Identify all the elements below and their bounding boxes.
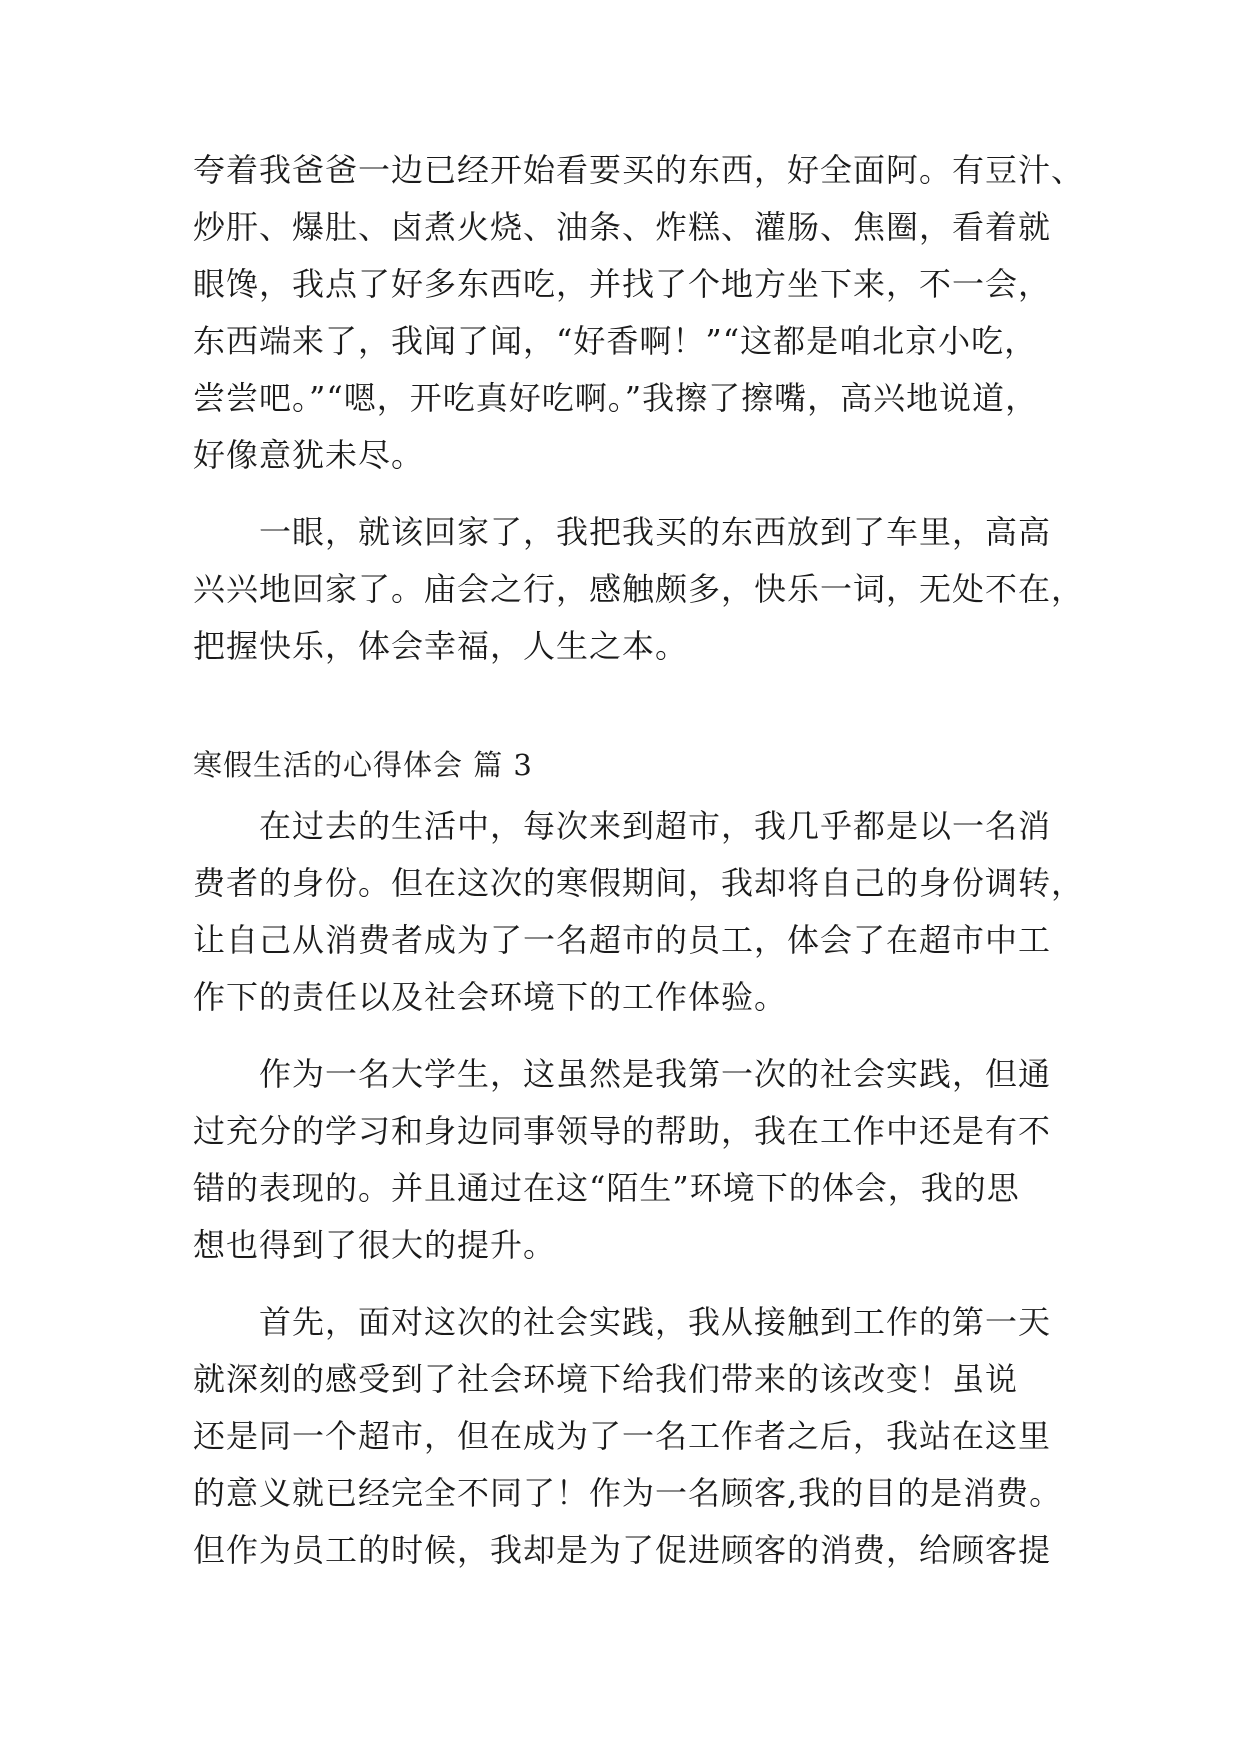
- section-paragraph-3-line-1: 首先，面对这次的社会实践，我从接触到工作的第一天: [193, 1303, 1052, 1341]
- section-paragraph-2-line-3: 错的表现的。并且通过在这“陌生”环境下的体会，我的思: [193, 1169, 1020, 1207]
- section-paragraph-1-line-2: 费者的身份。但在这次的寒假期间，我却将自己的身份调转，: [193, 864, 1085, 902]
- paragraph-1-line-2: 炒肝、爆肚、卤煮火烧、油条、炸糕、灌肠、焦圈，看着就: [193, 208, 1052, 246]
- section-paragraph-2-line-4: 想也得到了很大的提升。: [193, 1226, 557, 1264]
- section-paragraph-1-line-1: 在过去的生活中，每次来到超市，我几乎都是以一名消: [193, 807, 1052, 845]
- section-paragraph-1-line-3: 让自己从消费者成为了一名超市的员工，体会了在超市中工: [193, 921, 1052, 959]
- section-paragraph-2-line-2: 过充分的学习和身边同事领导的帮助，我在工作中还是有不: [193, 1112, 1052, 1150]
- section-paragraph-1-line-4: 作下的责任以及社会环境下的工作体验。: [193, 978, 788, 1016]
- paragraph-1-line-4: 东西端来了，我闻了闻，“好香啊！”“这都是咱北京小吃，: [193, 322, 1038, 360]
- paragraph-2-line-3: 把握快乐，体会幸福，人生之本。: [193, 627, 689, 665]
- paragraph-2-line-1: 一眼，就该回家了，我把我买的东西放到了车里，高高: [193, 513, 1052, 551]
- paragraph-1-line-6: 好像意犹未尽。: [193, 436, 425, 474]
- paragraph-1-line-3: 眼馋，我点了好多东西吃，并找了个地方坐下来，不一会，: [193, 265, 1052, 303]
- section-title: 寒假生活的心得体会 篇 3: [193, 748, 533, 782]
- section-paragraph-3-line-3: 还是同一个超市，但在成为了一名工作者之后，我站在这里: [193, 1417, 1052, 1455]
- paragraph-1-line-1: 夸着我爸爸一边已经开始看要买的东西，好全面阿。有豆汁、: [193, 151, 1085, 189]
- section-paragraph-3-line-4: 的意义就已经完全不同了！作为一名顾客,我的目的是消费。: [193, 1474, 1063, 1512]
- paragraph-2-line-2: 兴兴地回家了。庙会之行，感触颇多，快乐一词，无处不在，: [193, 570, 1085, 608]
- section-paragraph-2-line-1: 作为一名大学生，这虽然是我第一次的社会实践，但通: [193, 1055, 1052, 1093]
- paragraph-1-line-5: 尝尝吧。”“嗯，开吃真好吃啊。”我擦了擦嘴，高兴地说道，: [193, 379, 1039, 417]
- section-paragraph-3-line-5: 但作为员工的时候，我却是为了促进顾客的消费，给顾客提: [193, 1531, 1052, 1569]
- section-paragraph-3-line-2: 就深刻的感受到了社会环境下给我们带来的该改变！虽说: [193, 1360, 1019, 1398]
